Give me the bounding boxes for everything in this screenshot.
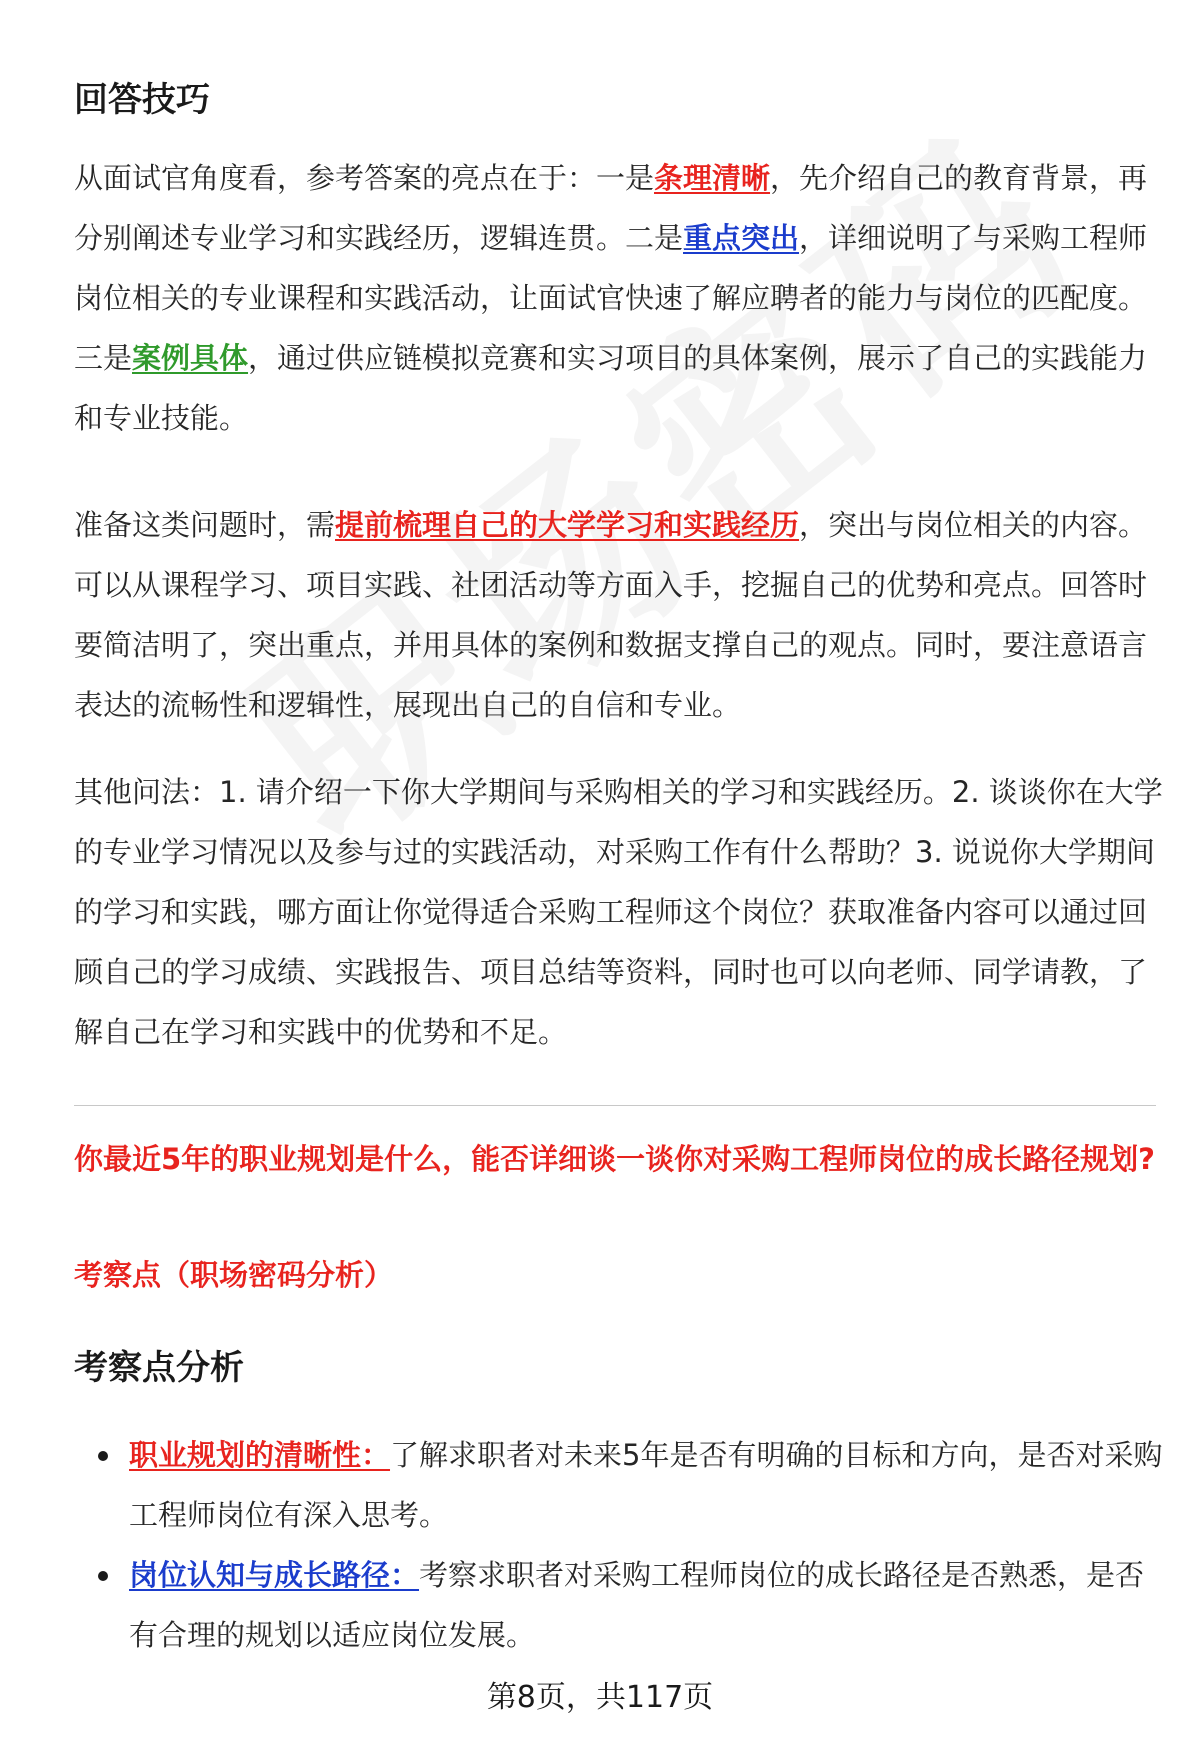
- text-run: 从面试官角度看，参考答案的亮点在于：一是: [74, 161, 655, 195]
- bullet-text: 考察求职者对采购工程师岗位的成长路径是否熟悉，是否有合理的规划以适应岗位发展。: [129, 1558, 1145, 1652]
- page-number-footer: 第8页，共117页: [486, 1680, 714, 1715]
- text-run: ，详细说明了与采购工程师岗位相关的专业课程和实践活动，让面试官快速了解应聘者的能力与岗位的匹配度。三是: [74, 221, 1148, 375]
- assessment-subheading: 考察点（职场密码分析）: [74, 1258, 394, 1292]
- bullet-dot-icon: [98, 1571, 108, 1581]
- interview-question: 你最近5年的职业规划是什么，能否详细谈一谈你对采购工程师岗位的成长路径规划?: [74, 1142, 1156, 1176]
- section-divider: [74, 1105, 1156, 1106]
- highlight-logical-clarity: 条理清晰: [654, 161, 771, 195]
- text-run: ，突出与岗位相关的内容。可以从课程学习、项目实践、社团活动等方面入手，挖掘自己的优势和亮点。回答时要简洁明了，突出重点，并用具体的案例和数据支撑自己的观点。同时，要注意语言表达的流畅性和逻辑性，展现出自己的自信和专业。: [74, 508, 1148, 722]
- bullet-label: 岗位认知与成长路径：: [129, 1558, 420, 1592]
- highlight-review-experience: 提前梳理自己的大学学习和实践经历: [335, 508, 800, 542]
- text-run: 准备这类问题时，需: [74, 508, 336, 542]
- highlight-concrete-cases: 案例具体: [132, 341, 249, 375]
- assessment-bullet-list: [74, 1425, 1164, 1665]
- paragraph-preparation: [74, 495, 1164, 735]
- list-item: [74, 1545, 1164, 1665]
- bullet-label: 职业规划的清晰性：: [129, 1438, 391, 1472]
- highlight-key-points: 重点突出: [683, 221, 800, 255]
- paragraph-highlights: [74, 148, 1164, 448]
- text-run: ，通过供应链模拟竞赛和实习项目的具体案例，展示了自己的实践能力和专业技能。: [74, 341, 1148, 435]
- paragraph-other-questions: 其他问法：1. 请介绍一下你大学期间与采购相关的学习和实践经历。2. 谈谈你在大学的专业学习情况以及参与过的实践活动，对采购工作有什么帮助？3. 说说你大学期间的学习和实践，哪方面让你觉得适合采购工程师这个岗位？获取准备内容可以通过回顾自己的学习成绩、实践报告、项目总结等资料，同时也可以向老师、同学请教，了解自己在学习和实践中的优势和不足。: [74, 775, 1163, 1049]
- text-run: ，先介绍自己的教育背景，再分别阐述专业学习和实践经历，逻辑连贯。二是: [74, 161, 1148, 255]
- bullet-text: 了解求职者对未来5年是否有明确的目标和方向，是否对采购工程师岗位有深入思考。: [129, 1438, 1163, 1532]
- section-title-assessment-analysis: 考察点分析: [74, 1348, 244, 1388]
- bullet-dot-icon: [98, 1451, 108, 1461]
- list-item: [74, 1425, 1164, 1545]
- section-title-answer-tips: 回答技巧: [74, 80, 210, 120]
